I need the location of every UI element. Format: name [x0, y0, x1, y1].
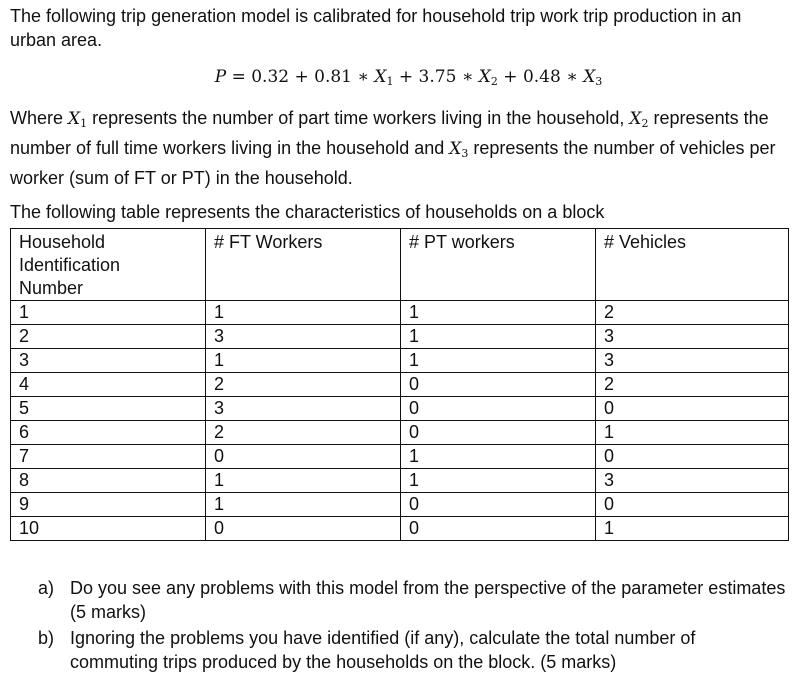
cell-vehicles: 1 [596, 421, 789, 445]
table-row [11, 421, 789, 445]
table-row [11, 469, 789, 493]
cell-vehicles: 1 [596, 517, 789, 541]
var-x3: $X_3$ [449, 139, 469, 160]
cell-ft-workers: 0 [206, 517, 401, 541]
var-x2: $X_2$ [629, 109, 649, 130]
cell-ft-workers: 3 [206, 325, 401, 349]
intro-paragraph: The following trip generation model is calibrated for household trip work trip production in an urban area. [10, 6, 742, 50]
table-header-row [11, 229, 789, 301]
table-row [11, 325, 789, 349]
question-item [38, 576, 788, 624]
formula-var-x3: $X_3$ [583, 67, 603, 88]
question-marker: b) [38, 628, 55, 648]
header-pt-workers: # PT workers [401, 229, 596, 301]
table-row [11, 397, 789, 421]
table-row [11, 301, 789, 325]
cell-pt-workers: 0 [401, 397, 596, 421]
header-vehicles: # Vehicles [596, 229, 789, 301]
table-caption: The following table represents the characteristics of households on a block [10, 202, 605, 222]
formula-constant: 0.32 [251, 67, 290, 87]
table-row [11, 517, 789, 541]
cell-ft-workers: 1 [206, 493, 401, 517]
formula-plus: + [398, 67, 414, 87]
cell-ft-workers: 1 [206, 349, 401, 373]
cell-pt-workers: 0 [401, 421, 596, 445]
formula-var-x2: $X_2$ [478, 67, 498, 88]
formula-coef-3: 0.48 [522, 67, 561, 87]
cell-vehicles: 3 [596, 349, 789, 373]
question-text: Ignoring the problems you have identified (if any), calculate the total number of commuting trips produced by the households on the block. (5 marks) [70, 628, 696, 672]
question-list [38, 576, 788, 676]
cell-vehicles: 2 [596, 373, 789, 397]
cell-household-id: 2 [11, 325, 206, 349]
formula-equals: = [231, 67, 246, 87]
cell-vehicles: 0 [596, 445, 789, 469]
cell-ft-workers: 3 [206, 397, 401, 421]
cell-household-id: 1 [11, 301, 206, 325]
cell-vehicles: 0 [596, 493, 789, 517]
cell-pt-workers: 0 [401, 493, 596, 517]
cell-ft-workers: 2 [206, 421, 401, 445]
formula-var-x1: $X_1$ [374, 67, 394, 88]
cell-ft-workers: 1 [206, 301, 401, 325]
cell-ft-workers: 0 [206, 445, 401, 469]
cell-pt-workers: 1 [401, 349, 596, 373]
cell-vehicles: 3 [596, 325, 789, 349]
table-row [11, 493, 789, 517]
variable-definitions: Where $X_1$ represents the number of part time workers living in the household, $X_2$ represents the number of full time workers living in the household and $X_3$ represents the number of vehicles per worker (sum of FT or PT) in the household. [10, 108, 776, 188]
header-household-id: Household Identification Number [11, 229, 206, 301]
question-marker: a) [38, 578, 55, 598]
cell-household-id: 3 [11, 349, 206, 373]
formula-coef-1: 0.81 [314, 67, 352, 87]
question-text: Do you see any problems with this model from the perspective of the parameter estimates (5 marks) [70, 578, 786, 622]
cell-household-id: 6 [11, 421, 206, 445]
cell-vehicles: 2 [596, 301, 789, 325]
document-page [10, 4, 792, 541]
formula-plus: + [503, 67, 518, 87]
cell-pt-workers: 0 [401, 517, 596, 541]
households-table [10, 228, 789, 541]
cell-household-id: 5 [11, 397, 206, 421]
cell-household-id: 4 [11, 373, 206, 397]
formula-lhs: P [214, 67, 227, 87]
cell-pt-workers: 1 [401, 445, 596, 469]
cell-household-id: 10 [11, 517, 206, 541]
formula-times: ∗ [461, 67, 474, 87]
cell-household-id: 8 [11, 469, 206, 493]
cell-pt-workers: 1 [401, 301, 596, 325]
table-row [11, 373, 789, 397]
formula-plus: + [294, 67, 309, 87]
cell-ft-workers: 1 [206, 469, 401, 493]
formula-times: ∗ [357, 67, 369, 87]
header-ft-workers: # FT Workers [206, 229, 401, 301]
cell-household-id: 7 [11, 445, 206, 469]
question-item [38, 626, 788, 674]
formula-times: ∗ [566, 67, 578, 87]
cell-vehicles: 3 [596, 469, 789, 493]
cell-pt-workers: 1 [401, 325, 596, 349]
formula-coef-2: 3.75 [418, 67, 457, 87]
cell-household-id: 9 [11, 493, 206, 517]
cell-pt-workers: 0 [401, 373, 596, 397]
cell-ft-workers: 2 [206, 373, 401, 397]
cell-pt-workers: 1 [401, 469, 596, 493]
var-x1: $X_1$ [68, 109, 88, 130]
cell-vehicles: 0 [596, 397, 789, 421]
table-row [11, 445, 789, 469]
trip-generation-formula [10, 65, 792, 94]
table-row [11, 349, 789, 373]
